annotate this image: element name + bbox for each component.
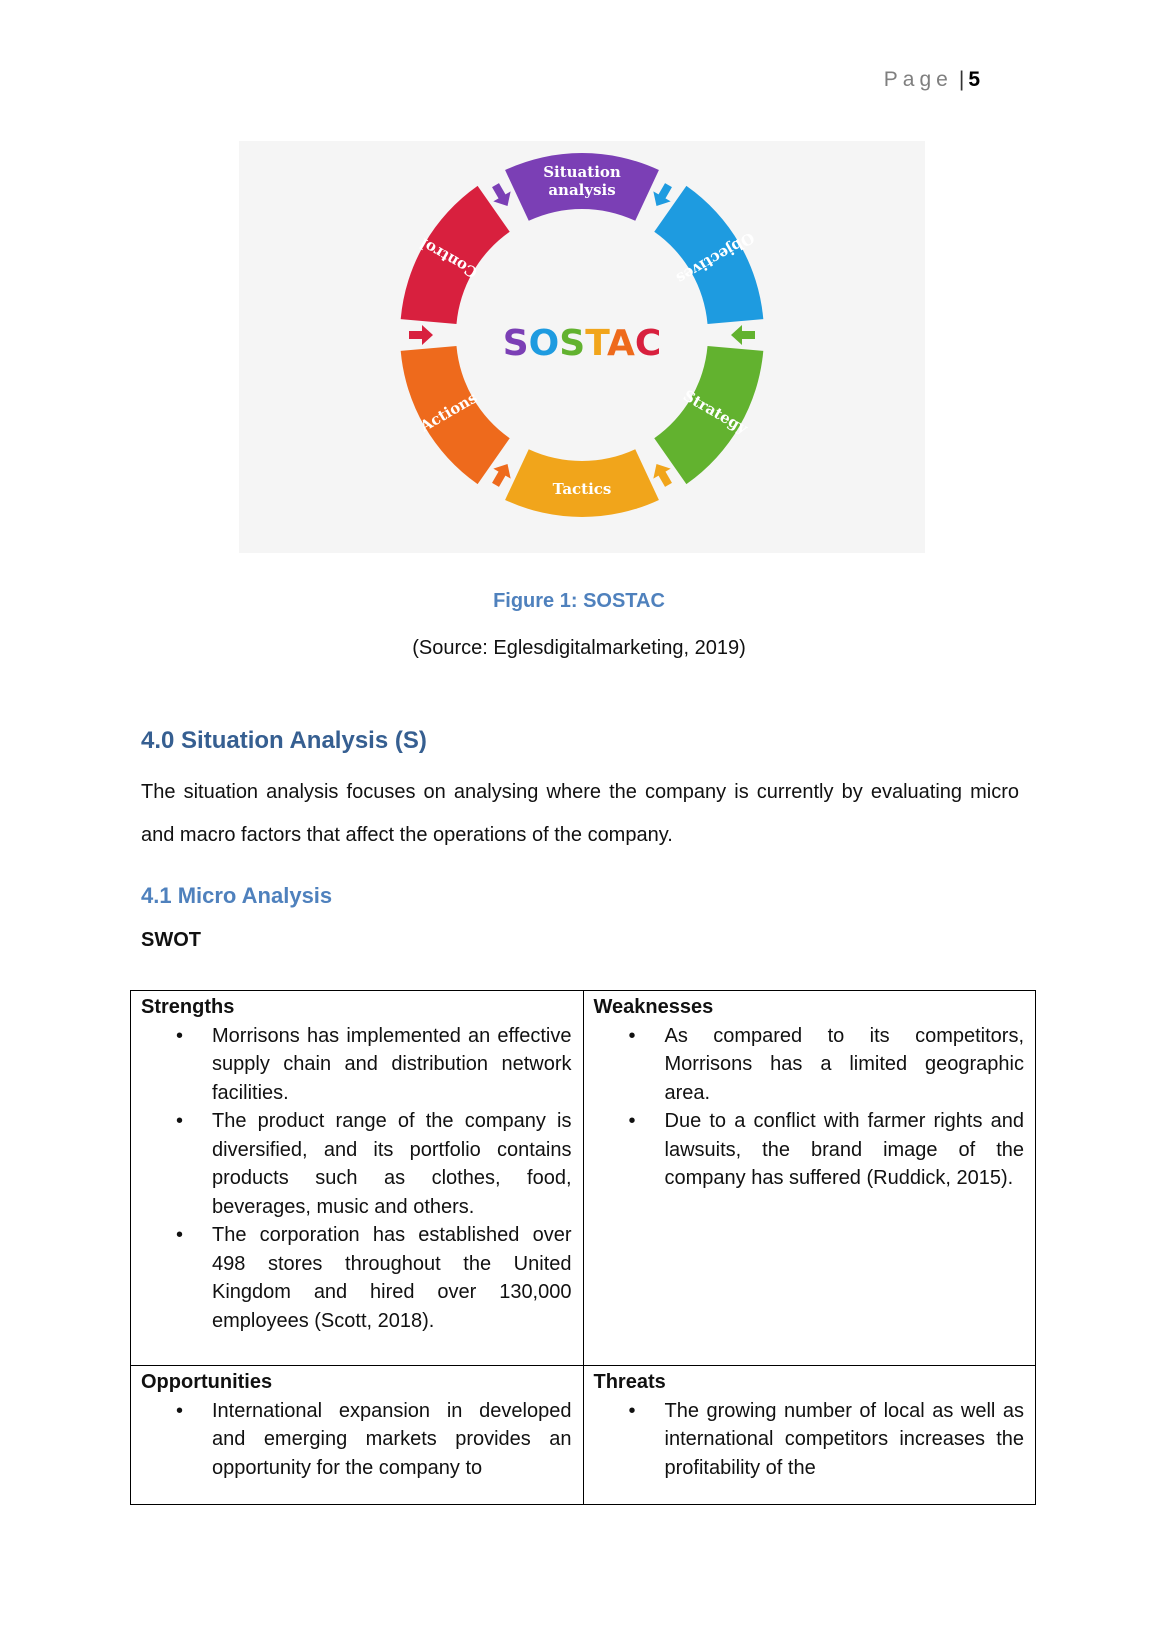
segment-label-control: Control [416,234,481,282]
center-title-letter: C [634,323,662,364]
list-item: • International expansion in developed and emerging markets provides an opportunity for the company to [212,1397,572,1483]
sostac-figure [239,141,925,553]
swot-weaknesses-cell [583,991,1036,1366]
figure-source: (Source: Eglesdigitalmarketing, 2019) [412,637,746,659]
list-item: • Due to a conflict with farmer rights and lawsuits, the brand image of the company has suffered (Ruddick, 2015). [665,1107,1025,1193]
segment-label-situation-analysis-line1: Situation [543,163,621,181]
list-item: • The growing number of local as well as international competitors increases the profitability of the [665,1397,1025,1483]
subsection-heading: 4.1 Micro Analysis [141,883,333,908]
center-title-letter: S [502,323,529,364]
segment-label-strategy: Strategy [680,386,751,438]
weaknesses-title: Weaknesses [593,996,714,1018]
section-paragraph: The situation analysis focuses on analysing where the company is currently by evaluating micro and macro factors that affect the operations of the company. [141,781,1019,846]
figure-caption: Figure 1: SOSTAC [493,590,665,612]
swot-threats-cell [583,1366,1036,1505]
page-label: Page [883,68,953,91]
swot-opportunities-cell [131,1366,584,1505]
segment-label-tactics: Tactics [552,480,612,498]
threats-list [594,1397,1025,1483]
header-separator: | [958,68,965,91]
segment-label-objectives: Objectives [673,228,758,288]
segment-label-situation-analysis-line2: analysis [548,181,616,199]
threats-title: Threats [593,1371,666,1393]
page-header [884,68,980,92]
center-title-letter: O [528,323,560,364]
swot-label: SWOT [141,929,201,951]
page-number: 5 [968,68,980,91]
section-heading: 4.0 Situation Analysis (S) [141,727,427,754]
weaknesses-list [594,1022,1025,1193]
cycle-arrow-icon [409,325,433,345]
list-item: • As compared to its competitors, Morrisons has a limited geographic area. [665,1022,1025,1108]
strengths-list [141,1022,572,1336]
swot-table [130,990,1036,1505]
list-item: • Morrisons has implemented an effective supply chain and distribution network facilities. [212,1022,572,1108]
list-item: • The corporation has established over 498 stores throughout the United Kingdom and hired over 130,000 employees (Scott, 2018). [212,1221,572,1335]
center-title-letter: A [606,323,635,364]
swot-strengths-cell [131,991,584,1366]
strengths-title: Strengths [141,996,235,1018]
center-title-letter: S [559,323,586,364]
cycle-arrow-icon [731,325,755,345]
opportunities-title: Opportunities [141,1371,273,1393]
sostac-diagram [239,141,925,553]
segment-label-actions: Actions [416,388,481,436]
sostac-center-title [503,323,662,364]
opportunities-list [141,1397,572,1483]
list-item: • The product range of the company is diversified, and its portfolio contains products such as clothes, food, beverages, music and others. [212,1107,572,1221]
center-title-letter: T [585,323,607,364]
